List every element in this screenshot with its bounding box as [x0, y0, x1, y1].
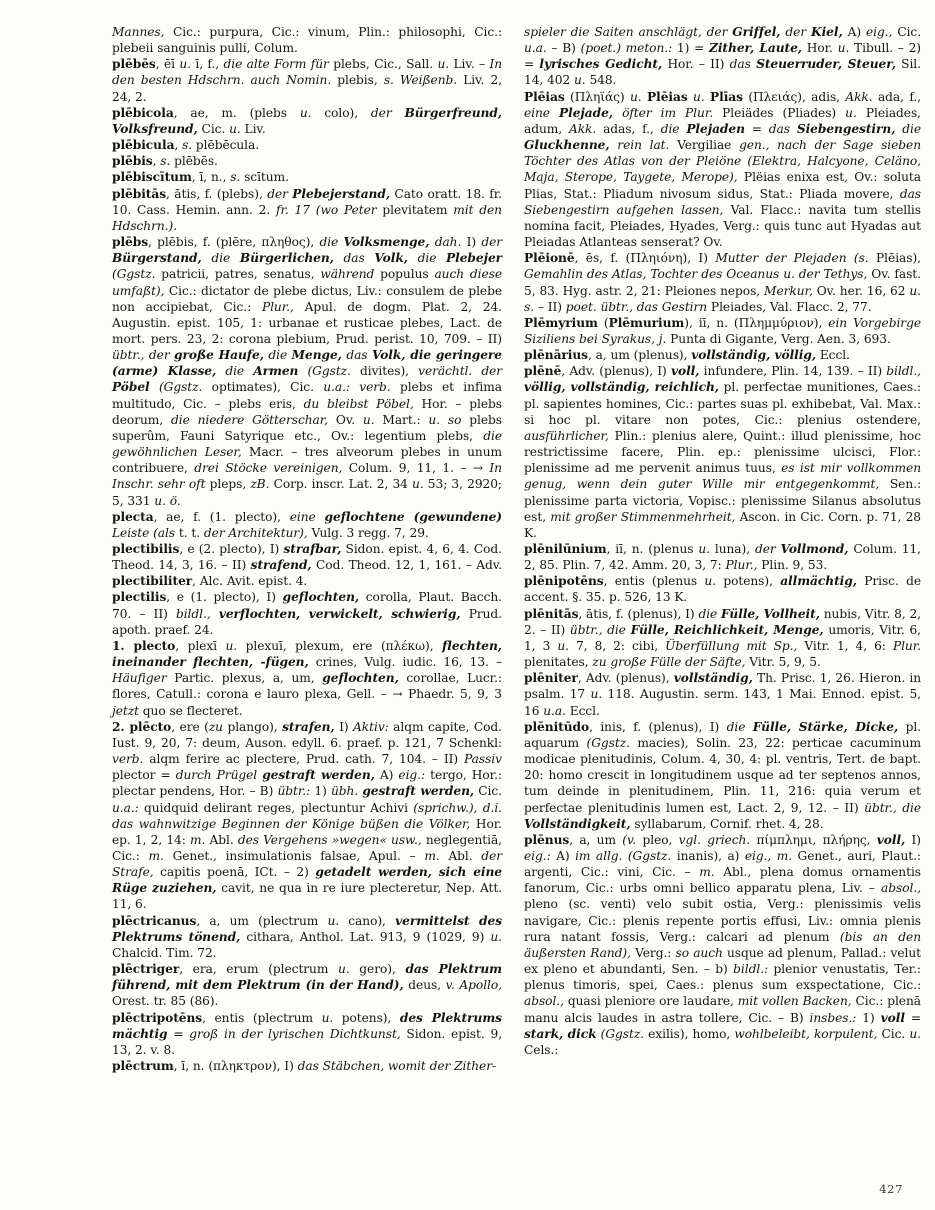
- dictionary-entry: plēbicola, ae, m. (plebs u. colo), der Bürgerfreund, Volksfreund, Cic. u. Liv.: [112, 105, 503, 136]
- dictionary-entry: plēnārius, a, um (plenus), vollständig, völlig, Eccl.: [524, 348, 850, 363]
- dictionary-entry: plectilis, e (1. plecto), I) geflochten, corolla, Plaut. Bacch. 70. – II) bildl., verflochten, verwickelt, schwierig, Prud. apoth. praef. 24.: [112, 590, 503, 637]
- dictionary-entry: Plēmyrium (Plēmurium), iī, n. (Πλημμύριον), ein Vorgebirge Siziliens bei Syrakus, j. Punta di Gigante, Verg. Aen. 3, 693.: [524, 315, 921, 346]
- dictionary-entry: plēnitās, ātis, f. (plenus), I) die Fülle, Vollheit, nubis, Vitr. 8, 2, 2. – II) übtr., die Fülle, Reichlichkeit, Menge, umoris, Vitr. 6, 1, 3 u. 7, 8, 2: cibi, Überfüllung mit Sp., Vitr. 1, 4, 6: Plur. plenitates, zu große Fülle der Säfte, Vitr. 5, 9, 5.: [524, 606, 922, 670]
- dictionary-entry: Mannes, Cic.: purpura, Cic.: vinum, Plin.: philosophi, Cic.: plebeii sanguinis pulli, Colum.: [112, 25, 502, 56]
- dictionary-entry: plēbiscītum, ī, n., s. scītum.: [112, 170, 289, 185]
- dictionary-entry: plēbicula, s. plēbēcula.: [112, 138, 260, 153]
- dictionary-entry: plēctripotēns, entis (plectrum u. potens), des Plektrums mächtig = groß in der lyrischen Dichtkunst, Sidon. epist. 9, 13, 2. v. 8.: [112, 1010, 503, 1057]
- dictionary-entry: spieler die Saiten anschlägt, der Griffel, der Kiel, A) eig., Cic. u.a. – B) (poet.) meton.: 1) = Zither, Laute, Hor. u. Tibull. – 2) = lyrisches Gedicht, Hor. – II) das Steuerruder, Steuer, Sil. 14, 402 u. 548.: [524, 25, 922, 88]
- dictionary-entry: plēnē, Adv. (plenus), I) voll, infundere, Plin. 14, 139. – II) bildl., völlig, vollständig, reichlich, pl. perfectae munitiones, Caes.: pl. sapientes homines, Cic.: partes suas pl. exhibebat, Val. Max.: si hoc pl. vitare non potes, Cic.: plenius ostendere, ausführlicher, Plin.: plenius alere, Quint.: illud plenissime, hoc restrictissime facere, Plin. ep.: plenissime ulcisci, Flor.: plenissime ad me pervenit animus tuus, es ist mir vollkommen genug, wenn dein guter Wille mir entgegenkommt, Sen.: plenissime parta victoria, Vopisc.: plenissime Silanus absolutus est, mit großer Stimmenmehrheit, Ascon. in Cic. Corn. p. 71, 28 K.: [524, 364, 922, 540]
- dictionary-entry: plēniter, Adv. (plenus), vollständig, Th. Prisc. 1, 26. Hieron. in psalm. 17 u. 118. Augustin. serm. 143, 1 Mai. Ennod. epist. 5, 16 u.a. Eccl.: [524, 671, 921, 718]
- dictionary-entry: plēbēs, ēī u. ī, f., die alte Form für plebs, Cic., Sall. u. Liv. – In den besten Hdschrn. auch Nomin. plebis, s. Weißenb. Liv. 2, 24, 2.: [112, 57, 503, 104]
- dictionary-entry: plēnipotēns, entis (plenus u. potens), allmächtig, Prisc. de accent. §. 35. p. 526, 13 K.: [524, 574, 921, 605]
- dictionary-entry: plēnitūdo, inis, f. (plenus), I) die Fülle, Stärke, Dicke, pl. aquarum (Ggstz. macies), Solin. 23, 22: perticae cacuminum modicae plenitudinis, Colum. 4, 30, 4: pl. ventris, Tert. de bapt. 20: homo crescit in longitudinem usque ad ter septenos annos, tum deinde in plenitudinem, Plin. 11, 216: quia verum et perfectae plenitudinis lumen est, Lact. 2, 9, 12. – II) übtr., die Vollständigkeit, syllabarum, Cornif. rhet. 4, 28.: [524, 719, 921, 831]
- dictionary-entry: plēnilūnium, iī, n. (plenus u. luna), der Vollmond, Colum. 11, 2, 85. Plin. 7, 42. Amm. 20, 3, 7: Plur., Plin. 9, 53.: [524, 542, 922, 573]
- dictionary-entry: 1. plecto, plexī u. plexuī, plexum, ere (πλέκω), flechten, ineinander flechten, -fügen, crines, Vulg. iudic. 16, 13. – Häufiger Partic. plexus, a, um, geflochten, corollae, Lucr.: flores, Catull.: corona e lauro plexa, Gell. – → Phaedr. 5, 9, 3 jetzt quo se flecteret.: [112, 638, 503, 718]
- dictionary-entry: plēbs, plēbis, f. (plēre, πληθος), die Volksmenge, dah. I) der Bürgerstand, die Bürgerlichen, das Volk, die Plebejer (Ggstz. patricii, patres, senatus, während populus auch diese umfaßt), Cic.: dictator de plebe dictus, Liv.: consulem de plebe non accipiebat, Cic.: Plur., Apul. de dogm. Plat. 2, 24. Augustin. epist. 105, 1: urbanae et rusticae plebes, Lact. de mort. pers. 23, 2: corona plebium, Prud. perist. 10, 709. – II) übtr., der große Haufe, die Menge, das Volk, die geringere (arme) Klasse, die Armen (Ggstz. divites), verächtl. der Pöbel (Ggstz. optimates), Cic. u.a.: verb. plebs et infima multitudo, Cic. – plebs eris, du bleibst Pöbel, Hor. – plebs deorum, die niedere Götterschar, Ov. u. Mart.: u. so plebs superûm, Fauni Satyrique etc., Ov.: legentium plebs, die gewöhnlichen Leser, Macr. – tres alveorum plebes in unum contribuere, drei Stöcke vereinigen, Colum. 9, 11, 1. – → In Inschr. sehr oft pleps, zB. Corp. inscr. Lat. 2, 34 u. 53; 3, 2920; 5, 331 u. ö.: [112, 235, 503, 508]
- dictionary-entry: plēbitās, ātis, f. (plebs), der Plebejerstand, Cato oratt. 18. fr. 10. Cass. Hemin. ann. 2. fr. 17 (wo Peter plevitatem mit den Hdschrn.).: [112, 186, 502, 233]
- page-number: 427: [879, 1182, 903, 1196]
- dictionary-entry: plēctrum, ī, n. (πληκτρον), I) das Stäbchen, womit der Zither-: [112, 1059, 497, 1073]
- dictionary-entry: 2. plēcto, ere (zu plango), strafen, I) Aktiv: alqm capite, Cod. Iust. 9, 20, 7: deum, Auson. edyll. 6. praef. p. 121, 7 Schenkl: verb. alqm ferire ac plectere, Prud. cath. 7, 104. – II) Passiv plector = durch Prügel gestraft werden, A) eig.: tergo, Hor.: plectar pendens, Hor. – B) übtr.: 1) übh. gestraft werden, Cic. u.a.: quidquid delirant reges, plectuntur Achivi (sprichw.), d.i. das wahnwitzige Beginnen der Könige büßen die Völker, Hor. ep. 1, 2, 14: m. Abl. des Vergehens »wegen« usw., neglegentiā, Cic.: m. Genet., insimulationis falsae, Apul. – m. Abl. der Strafe, capitis poenā, ICt. – 2) getadelt werden, sich eine Rüge zuziehen, cavit, ne qua in re iure plecteretur, Nep. Att. 11, 6.: [112, 719, 503, 912]
- dictionary-entry: plēbis, s. plēbēs.: [112, 154, 218, 169]
- dictionary-entry: plēctricanus, a, um (plectrum u. cano), vermittelst des Plektrums tönend, cithara, Anthol. Lat. 913, 9 (1029, 9) u. Chalcid. Tim. 72.: [112, 913, 503, 960]
- right-text-column: [524, 0, 921, 1165]
- dictionary-entry: Plēionē, ēs, f. (Πληιόνη), I) Mutter der Plejaden (s. Plēias), Gemahlin des Atlas, Tochter des Oceanus u. der Tethys, Ov. fast. 5, 83. Hyg. astr. 2, 21: Pleiones nepos, Merkur, Ov. her. 16, 62 u. s. – II) poet. übtr., das Gestirn Pleiades, Val. Flacc. 2, 77.: [524, 251, 921, 314]
- dictionary-entry: plectibilis, e (2. plecto), I) strafbar, Sidon. epist. 4, 6, 4. Cod. Theod. 14, 3, 16. – II) strafend, Cod. Theod. 12, 1, 161. – Adv. plectibiliter, Alc. Avit. epist. 4.: [112, 542, 502, 589]
- dictionary-entry: Plēias (Πληϊάς) u. Plēias u. Plīas (Πλειάς), adis, Akk. ada, f., eine Plejade, öfter im Plur. Pleiädes (Pliades) u. Pleiades, adum, Akk. adas, f., die Plejaden = das Siebengestirn, die Gluckhenne, rein lat. Vergiliae gen., nach der Sage sieben Töchter des Atlas von der Pleiöne (Elektra, Halcyone, Celäno, Maja, Sterope, Taygete, Merope), Plëias enixa est, Ov.: soluta Plias, Stat.: Pliadum nivosum sidus, Stat.: Pliada movere, das Siebengestirn aufgehen lassen, Val. Flacc.: navita tum stellis nomina facit, Pleiades, Hyades, Verg.: quis tunc aut Hyadas aut Pleiadas Atlanteas senserat? Ov.: [524, 89, 922, 250]
- left-text-column: [112, 0, 502, 1165]
- dictionary-entry: plēnus, a, um (v. pleo, vgl. griech. πίμπλημι, πλήρης, voll, I) eig.: A) im allg. (Ggstz. inanis), a) eig., m. Genet., auri, Plaut.: argenti, Cic.: vini, Cic. – m. Abl., plena domus ornamentis fanorum, Cic.: urbs omni bellico apparatu plena, Liv. – absol., pleno (sc. venti) velo subit ostia, Verg.: plenissimis velis navigare, Cic.: plenis repente portis effusi, Liv.: omnia plenis rura natant fossis, Verg.: calcari ad plenum (bis an den äußersten Rand), Verg.: so auch usque ad plenum, Pallad.: velut ex pleno et abundanti, Sen. – b) bildl.: plenior venustatis, Ter.: plenus timoris, spei, Caes.: plenus sum exspectatione, Cic.: absol., quasi pleniore ore laudare, mit vollen Backen, Cic.: plenā manu alcis laudes in astra tollere, Cic. – B) insbes.: 1) voll = stark, dick (Ggstz. exilis), homo, wohlbeleibt, korpulent, Cic. u. Cels.:: [524, 832, 922, 1057]
- dictionary-entry: plēctriger, era, erum (plectrum u. gero), das Plektrum führend, mit dem Plektrum (in der Hand), deus, v. Apollo, Orest. tr. 85 (86).: [112, 962, 503, 1009]
- dictionary-entry: plecta, ae, f. (1. plecto), eine geflochtene (gewundene) Leiste (als t. t. der Architektur), Vulg. 3 regg. 7, 29.: [112, 509, 502, 540]
